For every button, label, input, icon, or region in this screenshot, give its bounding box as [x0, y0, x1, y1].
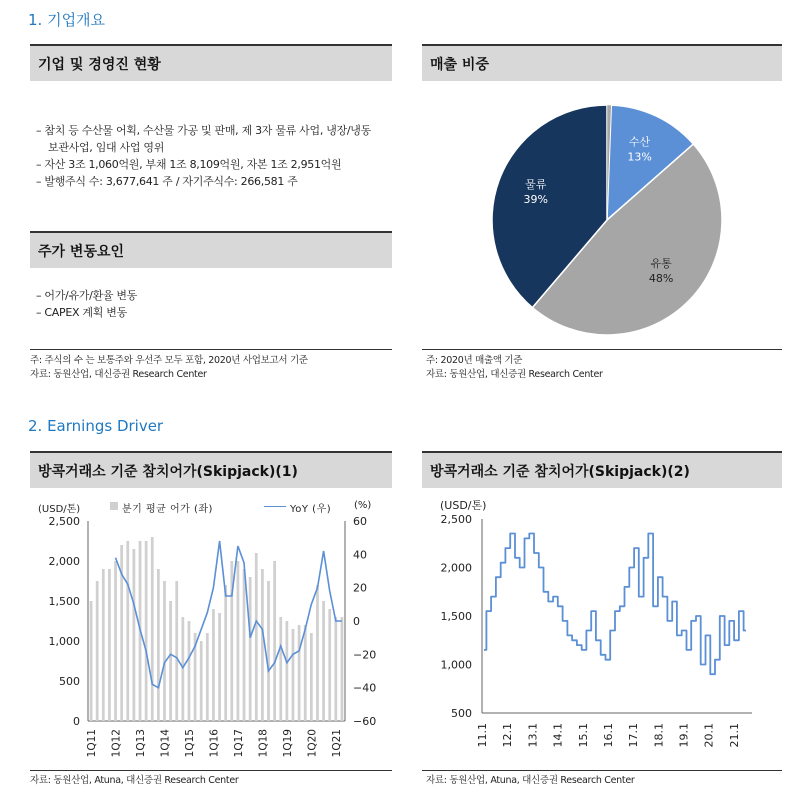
chart1-bar [133, 549, 136, 721]
chart1-bar [96, 581, 99, 721]
chart1-bar [267, 581, 270, 721]
chart1-xtick: 1Q20 [306, 729, 319, 758]
chart2-header: 방콕거래소 기준 참치어가(Skipjack)(2) [422, 451, 782, 488]
chart1-bar [224, 585, 227, 721]
chart1-bar [322, 601, 325, 721]
chart1-ytick-left: 1,000 [48, 635, 80, 648]
section-title-earnings-driver: 2. Earnings Driver [28, 417, 164, 435]
chart1-ytick-left: 2,500 [48, 515, 80, 528]
chart2-xtick: 17.1 [627, 723, 641, 748]
chart1-bar [298, 625, 301, 721]
chart1-xtick: 1Q21 [330, 729, 343, 758]
chart1-header: 방콕거래소 기준 참치어가(Skipjack)(1) [30, 451, 392, 488]
chart1-ytick-left: 1,500 [48, 595, 80, 608]
sales-mix-header: 매출 비중 [422, 44, 782, 81]
chart2-xtick: 11.1 [476, 723, 489, 748]
chart1-ytick-left: 0 [73, 715, 80, 728]
chart1-bar [310, 633, 313, 721]
bullet-assets: – 자산 3조 1,060억원, 부채 1조 8,109억원, 자본 1조 2,951억원 [36, 158, 342, 171]
chart2-ytick: 500 [451, 707, 472, 720]
chart1-bar [90, 601, 93, 721]
note-source-left: 자료: 동원산업, 대신증권 Research Center [30, 369, 207, 380]
company-bullets [36, 122, 396, 190]
chart1-xtick: 1Q14 [159, 729, 172, 758]
chart1-ytick-right: −20 [353, 648, 377, 662]
chart1-legend-line-swatch [264, 506, 286, 507]
chart1-legend-bar-swatch [110, 502, 118, 510]
chart2-xtick: 12.1 [501, 723, 515, 748]
chart1-bar [261, 569, 264, 721]
chart1-bar [328, 609, 331, 721]
pie-label-2: 물류 [525, 177, 547, 191]
chart1-bar [341, 617, 344, 721]
note-sales-basis: 주: 2020년 매출액 기준 [426, 355, 523, 366]
note-shares: 주: 주식의 수 는 보통주와 우선주 모두 포함, 2020년 사업보고서 기준 [30, 355, 308, 366]
chart1-bar [292, 629, 295, 721]
price-factor-bullets [36, 287, 396, 321]
chart1-ytick-left: 2,000 [48, 555, 80, 568]
bullet-business-cont: 보관사업, 임대 사업 영위 [48, 141, 165, 154]
chart1-bar [273, 561, 276, 721]
chart1-source: 자료: 동원산업, Atuna, 대신증권 Research Center [30, 775, 239, 786]
pie-value-2: 39% [523, 192, 549, 206]
chart1-bar [218, 613, 221, 721]
divider-left [30, 349, 392, 350]
chart1-legend-line: YoY (우) [290, 504, 332, 515]
chart2-price-line [484, 534, 746, 675]
chart1-bar [175, 581, 178, 721]
chart1-bar [114, 561, 117, 721]
pie-value-1: 48% [648, 272, 674, 286]
chart1-bar [157, 569, 160, 721]
chart2-xtick: 13.1 [526, 723, 540, 748]
chart1-xtick: 1Q13 [135, 729, 148, 758]
sales-mix-pie-chart [422, 90, 782, 348]
chart1-bar [102, 569, 105, 721]
chart1-bar [145, 541, 148, 721]
chart1-xtick: 1Q19 [281, 729, 294, 758]
chart1-bar [126, 541, 129, 721]
chart1-ytick-right: −40 [353, 681, 377, 695]
chart1-bar [188, 621, 191, 721]
note-source-right: 자료: 동원산업, 대신증권 Research Center [426, 369, 603, 380]
chart1-plot [30, 512, 392, 767]
chart1-xtick: 1Q18 [257, 729, 270, 758]
chart1-legend-bar: 분기 평균 어가 (좌) [122, 504, 213, 515]
chart2-ytick: 2,000 [440, 561, 472, 575]
chart1-bar [200, 641, 203, 721]
chart2-ytick: 1,500 [440, 610, 472, 623]
section-title-company-overview: 1. 기업개요 [28, 11, 106, 29]
chart1-bar [212, 609, 215, 721]
chart1-yoy-line [116, 541, 342, 688]
chart2-xtick: 16.1 [601, 723, 615, 748]
chart1-xtick: 1Q15 [183, 729, 196, 758]
chart1-unit-left: (USD/톤) [38, 504, 81, 515]
chart1-ytick-right: 20 [353, 581, 367, 595]
chart2-plot [422, 508, 782, 766]
sales-mix-notes [426, 354, 603, 382]
chart1-bar [108, 569, 111, 721]
chart1-ytick-right: 60 [353, 515, 367, 528]
divider-right [422, 349, 782, 350]
chart1-bar [151, 537, 154, 721]
bullet-capex: – CAPEX 계획 변동 [36, 306, 127, 319]
chart1-divider [30, 770, 392, 771]
chart2-xtick: 19.1 [677, 723, 691, 748]
chart2-unit-left: (USD/톤) [440, 499, 487, 512]
chart1-bar [237, 561, 240, 721]
chart2-xtick: 21.1 [727, 723, 741, 748]
bullet-business: – 참치 등 수산물 어획, 수산물 가공 및 판매, 제 3자 물류 사업, 냉장/냉동 [36, 124, 371, 137]
pie-label-0: 수산 [628, 135, 651, 149]
chart1-unit-right: (%) [354, 500, 372, 511]
chart2-xtick: 20.1 [702, 723, 716, 748]
chart1-xtick: 1Q17 [232, 729, 245, 758]
chart1-bar [316, 585, 319, 721]
chart1-bar [334, 617, 337, 721]
chart1-xtick: 1Q16 [208, 729, 221, 758]
chart1-bar [206, 633, 209, 721]
price-factor-notes [30, 354, 308, 382]
chart2-xtick: 14.1 [551, 723, 565, 748]
pie-value-0: 13% [627, 150, 652, 164]
chart1-ytick-right: 0 [353, 615, 360, 628]
chart2-xtick: 18.1 [652, 723, 666, 748]
bullet-shares: – 발행주식 수: 3,677,641 주 / 자기주식수: 266,581 주 [36, 175, 298, 188]
bullet-price-fx: – 어가/유가/환율 변동 [36, 289, 138, 302]
chart1-bar [304, 625, 307, 721]
chart1-bar [255, 553, 258, 721]
chart1-xtick: 1Q12 [110, 729, 123, 758]
chart1-bar [243, 569, 246, 721]
chart2-ytick: 1,000 [440, 658, 472, 672]
chart1-bar [285, 621, 288, 721]
pie-label-1: 유통 [650, 257, 672, 271]
chart1-bar [169, 601, 172, 721]
chart2-source: 자료: 동원산업, Atuna, 대신증권 Research Center [426, 775, 635, 786]
chart1-bar [163, 581, 166, 721]
company-status-header: 기업 및 경영진 현황 [30, 44, 392, 81]
chart2-divider [422, 770, 782, 771]
chart1-bar [249, 577, 252, 721]
chart1-ytick-left: 500 [59, 675, 80, 688]
chart1-xtick: 1Q11 [86, 729, 99, 758]
chart2-ytick: 2,500 [440, 513, 472, 526]
price-factor-header: 주가 변동요인 [30, 231, 392, 268]
chart1-ytick-right: 40 [353, 548, 367, 562]
chart1-bar [279, 617, 282, 721]
chart1-ytick-right: −60 [353, 715, 377, 728]
chart2-xtick: 15.1 [576, 723, 590, 748]
